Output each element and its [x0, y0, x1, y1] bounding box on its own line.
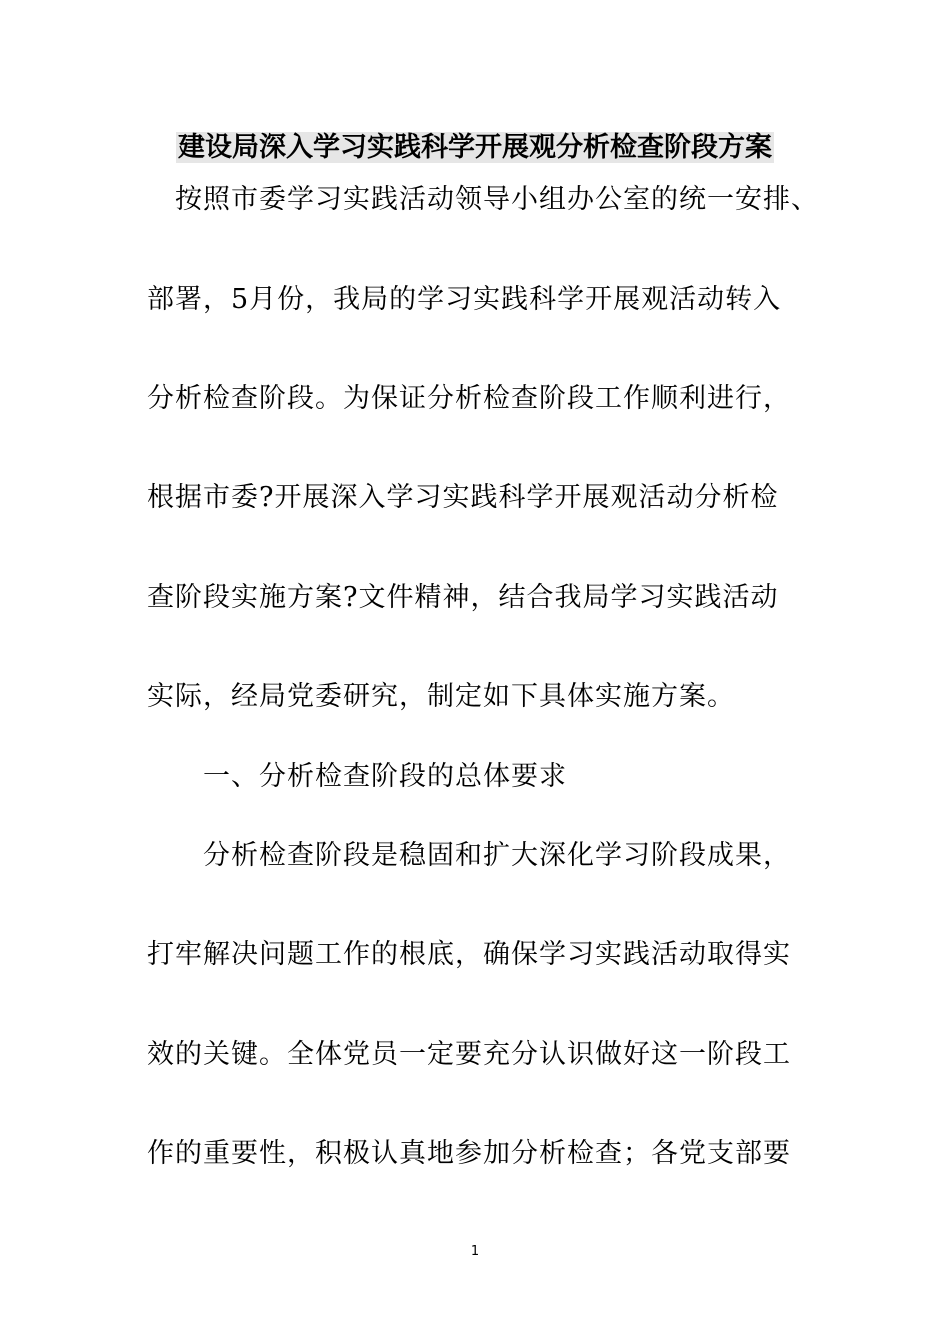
- paragraph-line: 实际，经局党委研究，制定如下具体实施方案。: [147, 681, 735, 712]
- paragraph-line: 按照市委学习实践活动领导小组办公室的统一安排、: [175, 184, 819, 215]
- section-heading: 一、分析检查阶段的总体要求: [203, 761, 567, 792]
- paragraph-line: 作的重要性，积极认真地参加分析检查；各党支部要: [147, 1138, 791, 1169]
- paragraph-line: 部署，5月份，我局的学习实践科学开展观活动转入: [147, 284, 782, 315]
- paragraph-line: 分析检查阶段是稳固和扩大深化学习阶段成果，: [203, 840, 791, 871]
- paragraph-line: 效的关键。全体党员一定要充分认识做好这一阶段工: [147, 1039, 791, 1070]
- page-number: 1: [470, 1244, 480, 1259]
- document-title-text: 建设局深入学习实践科学开展观分析检查阶段方案: [178, 132, 772, 163]
- paragraph-line: 分析检查阶段。为保证分析检查阶段工作顺利进行，: [147, 383, 791, 414]
- paragraph-line: 查阶段实施方案?文件精神，结合我局学习实践活动: [147, 582, 779, 613]
- paragraph-line: 根据市委?开展深入学习实践科学开展观活动分析检: [147, 482, 779, 513]
- document-title: [0, 128, 950, 168]
- paragraph-line: 打牢解决问题工作的根底，确保学习实践活动取得实: [147, 939, 791, 970]
